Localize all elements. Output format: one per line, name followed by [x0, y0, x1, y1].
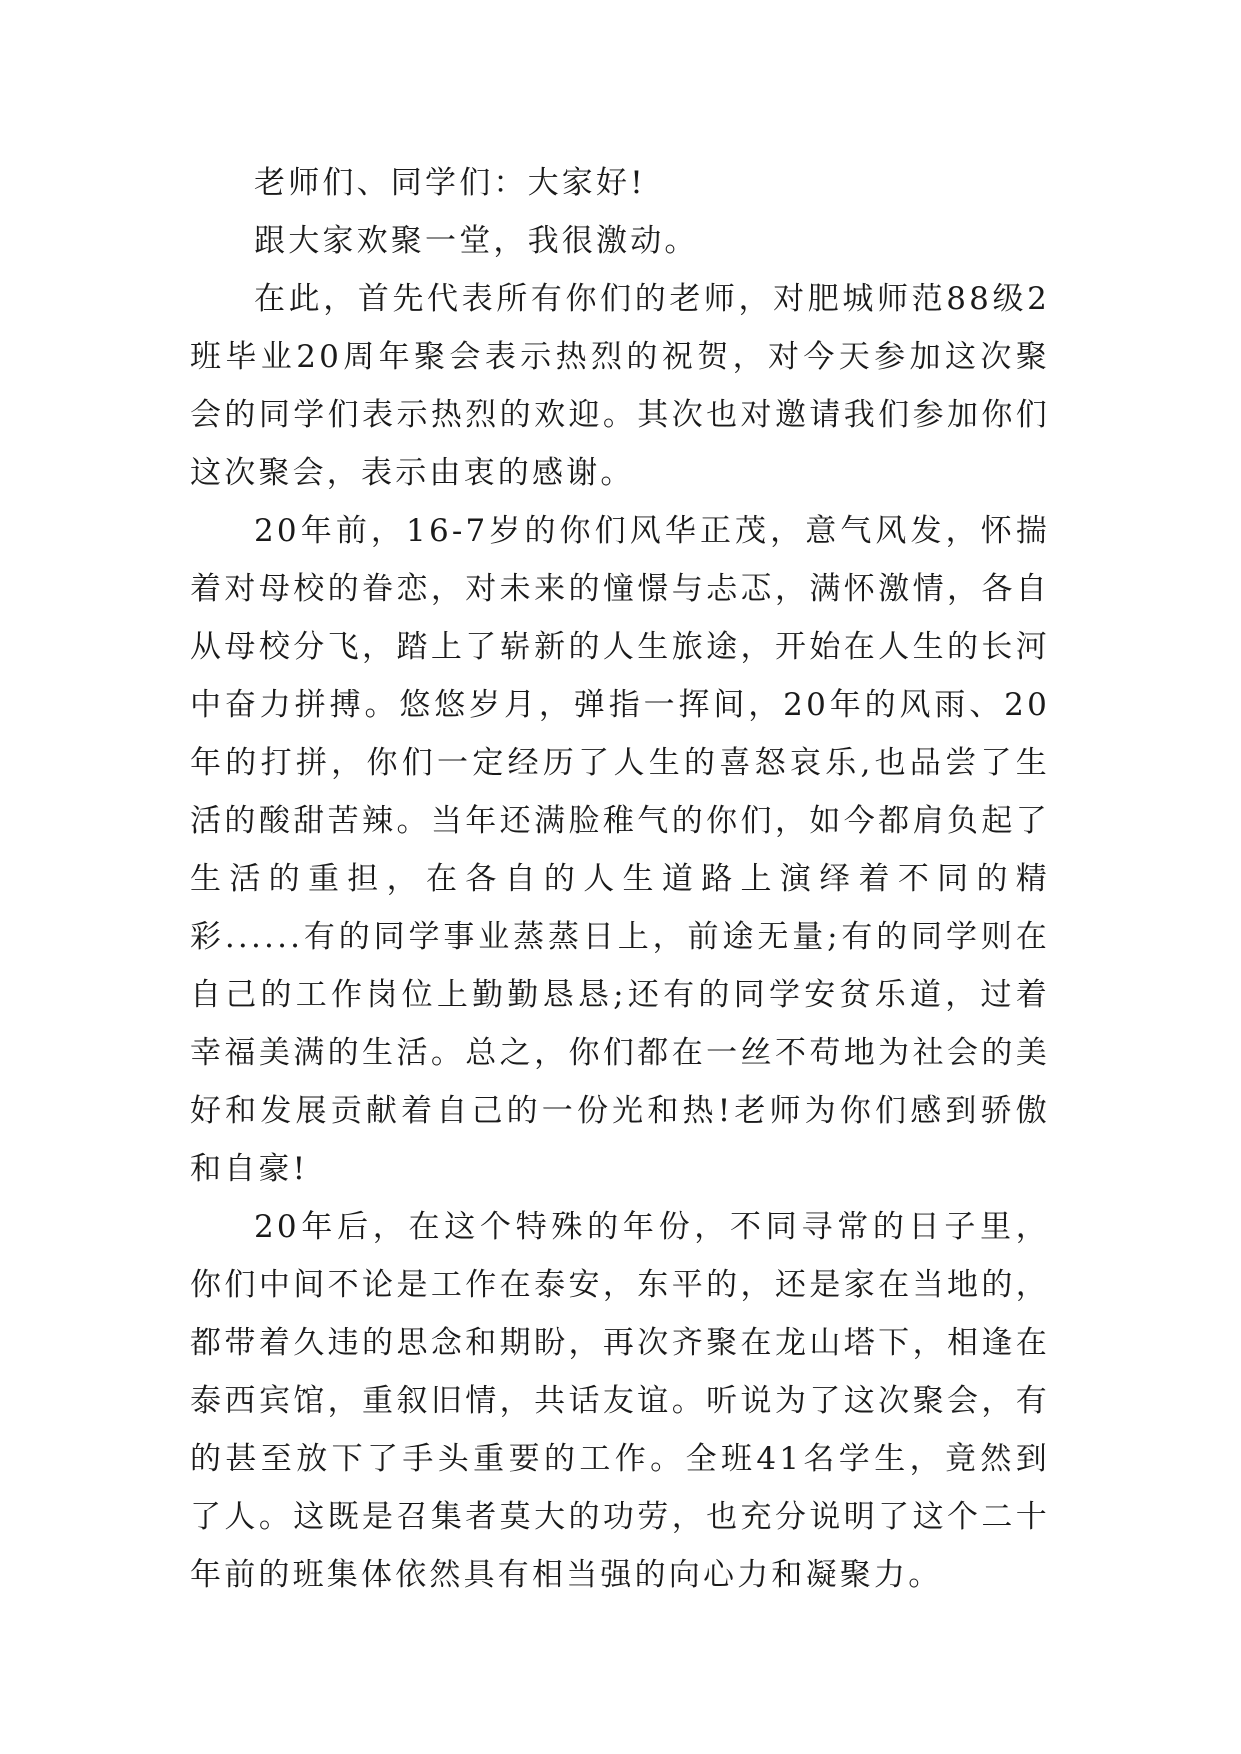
opening-paragraph: 跟大家欢聚一堂，我很激动。 [254, 223, 699, 259]
speech-text [190, 154, 1050, 1604]
greeting-paragraph: 老师们、同学们：大家好! [254, 165, 646, 201]
thanks-paragraph: 在此，首先代表所有你们的老师，对肥城师范88级2班毕业20周年聚会表示热烈的祝贺，对今天参加这次聚会的同学们表示热烈的欢迎。其次也对邀请我们参加你们这次聚会，表示由衷的感谢。 [190, 281, 1050, 491]
twenty-years-later-paragraph: 20年后，在这个特殊的年份，不同寻常的日子里，你们中间不论是工作在泰安，东平的，还是家在当地的，都带着久违的思念和期盼，再次齐聚在龙山塔下，相逢在泰西宾馆，重叙旧情，共话友谊。听说为了这次聚会，有的甚至放下了手头重要的工作。全班41名学生，竟然到了人。这既是召集者莫大的功劳，也充分说明了这个二十年前的班集体依然具有相当强的向心力和凝聚力。 [190, 1209, 1050, 1593]
twenty-years-ago-paragraph: 20年前，16-7岁的你们风华正茂，意气风发，怀揣着对母校的眷恋，对未来的憧憬与忐忑，满怀激情，各自从母校分飞，踏上了崭新的人生旅途，开始在人生的长河中奋力拼搏。悠悠岁月，弹指一挥间，20年的风雨、20年的打拼，你们一定经历了人生的喜怒哀乐,也品尝了生活的酸甜苦辣。当年还满脸稚气的你们，如今都肩负起了生活的重担，在各自的人生道路上演绎着不同的精彩......有的同学事业蒸蒸日上，前途无量;有的同学则在自己的工作岗位上勤勤恳恳;还有的同学安贫乐道，过着幸福美满的生活。总之，你们都在一丝不苟地为社会的美好和发展贡献着自己的一份光和热!老师为你们感到骄傲和自豪! [190, 513, 1050, 1187]
